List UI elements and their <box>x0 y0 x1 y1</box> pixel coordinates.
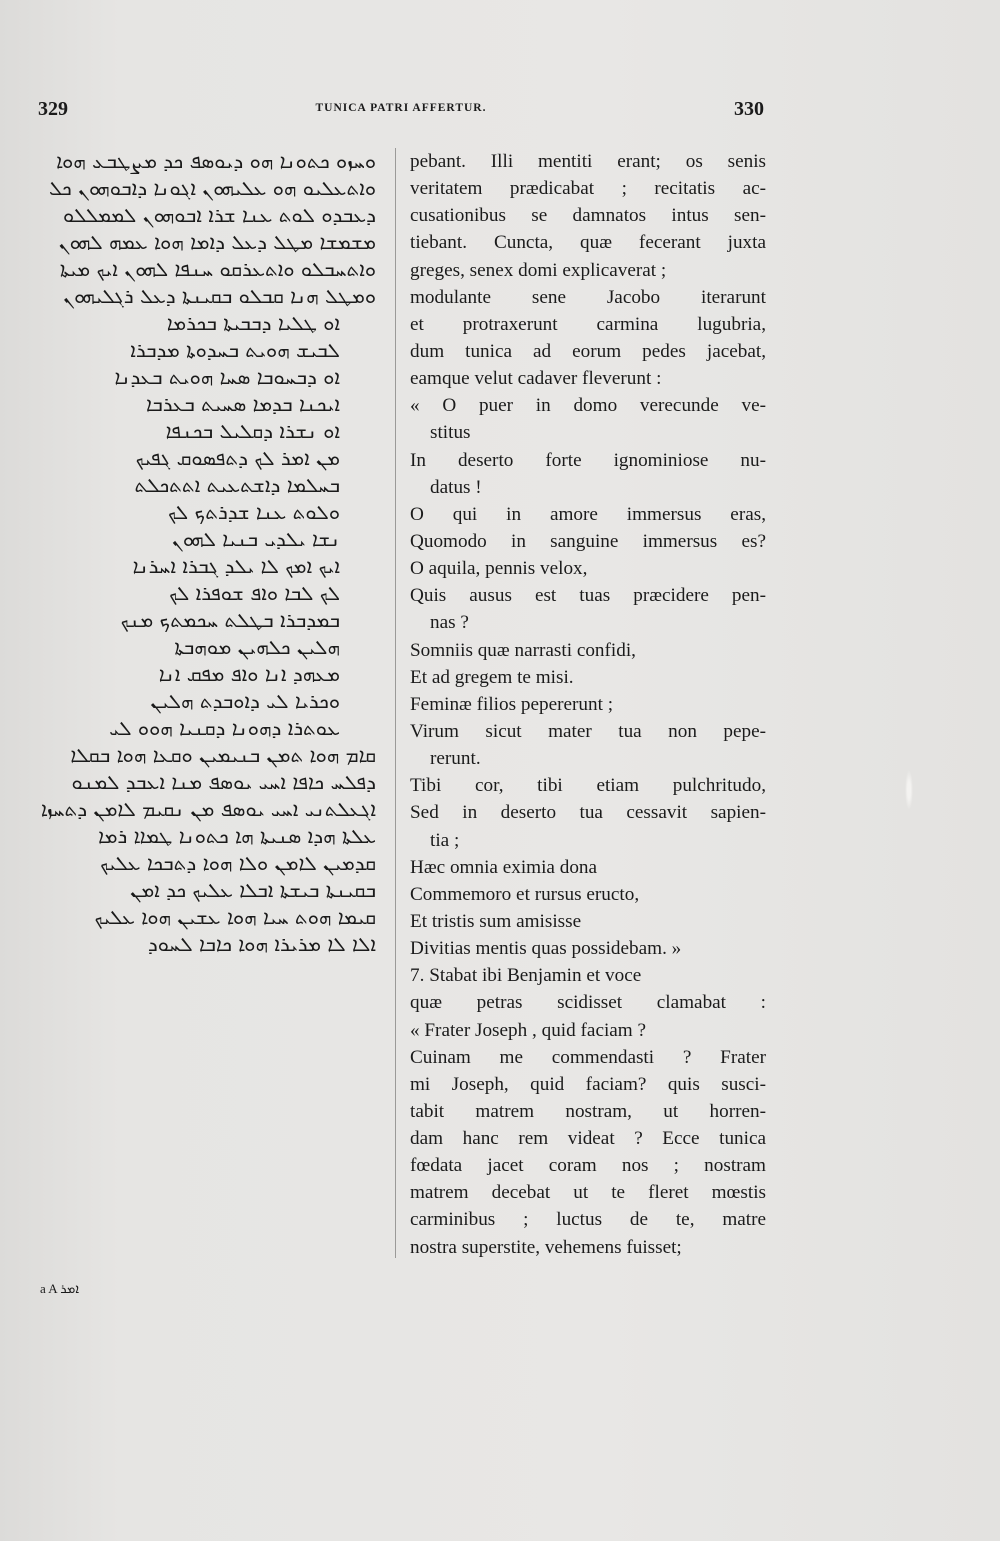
latin-line: nas ? <box>430 612 469 634</box>
latin-line: « O puer in domo verecunde ve- <box>410 395 766 417</box>
latin-line: datus ! <box>430 476 482 498</box>
syriac-line: ܢܫܐ ܝܠܕܝ ܒܢܝܐ ܠܗܘܢ <box>171 527 340 551</box>
latin-line: Quomodo in sanguine immersus es? <box>410 530 766 552</box>
syriac-line: ܥܘܬܪܐ ܕܗܘܢܐ ܕܩܢܝܐ ܗܘܘ ܠܝ <box>109 716 340 740</box>
syriac-line: ܘܐܬܥܠܝܘ ܗܘ ܥܠܝܗܘܢ ܐܓܘܢܐ ܕܐܒܘܗܘܢ ܟܠ <box>48 176 376 200</box>
syriac-line: ܠܒܝܫ ܗܘܝܬ ܒܚܕܘܬܐ ܡܕܒܪܐ <box>130 338 340 362</box>
latin-line: tiebant. Cuncta, quæ fecerant juxta <box>410 232 766 254</box>
syriac-line: ܕܥܒܕܘ ܠܘܬ ܥܢܐ ܫܪܐ ܐܒܘܗܘܢ ܠܡܡܠܠܘ <box>62 203 376 227</box>
syriac-line: ܥܠܬܐ ܗܕܐ ܣܢܝܬܐ ܗܐ ܟܬܘܢܐ ܛܡܐܐ ܪܡܐ <box>98 824 376 848</box>
latin-line: eamque velut cadaver fleverunt : <box>410 368 662 390</box>
syriac-line: ܩܕܡܝܢ ܠܐܡܢ ܘܠܐ ܗܘܐ ܕܬܒܟܐ ܥܠܝܟ <box>100 851 376 875</box>
latin-line: pebant. Illi mentiti erant; os senis <box>410 151 766 172</box>
syriac-line: ܕܦܠܚ ܟܐܦܐ ܐܚܝ ܝܘܣܦ ܡܢܐ ܐܥܒܕ ܠܡܢܘ <box>71 770 376 794</box>
latin-line: cusationibus se damnatos intus sen- <box>410 205 766 227</box>
syriac-line: ܡܥܗܕ ܐܢܐ ܘܐܦ ܡܦܩ ܐܢܐ <box>158 662 340 686</box>
latin-line: fœdata jacet coram nos ; nostram <box>410 1155 766 1177</box>
syriac-line: ܗܠܝܢ ܟܠܗܝܢ ܡܘܗܒܬܐ <box>174 635 340 659</box>
syriac-line: ܐܝܟܢܐ ܒܕܡܐ ܣܚܝܬ ܒܥܪܒܐ <box>145 392 340 416</box>
page-number-left: 329 <box>38 98 68 120</box>
syriac-line: ܐܠܐ ܠܐ ܡܪܝܪܐ ܗܘܐ ܟܐܒܐ ܠܚܘܕ <box>147 932 376 956</box>
syriac-line: ܐܓܥܠܬܢܝ ܐܚܝ ܝܘܣܦ ܡܢ ܢܩܝܡ ܠܐܡܢ ܕܬܚܙܐ <box>40 797 376 821</box>
syriac-line: ܘܠܘܬ ܥܢܐ ܫܕܪܬܟ ܠܟ <box>167 500 340 524</box>
footnote: a A ܐܡܪ <box>40 1281 79 1296</box>
page-number-right: 330 <box>734 98 764 120</box>
latin-line: Sed in deserto tua cessavit sapien- <box>410 802 766 824</box>
page-header <box>38 98 764 128</box>
latin-column <box>410 148 766 1261</box>
latin-line: Commemoro et rursus eructo, <box>410 883 640 905</box>
latin-line: matrem decebat ut te fleret mœstis <box>410 1182 766 1204</box>
latin-line: O qui in amore immersus eras, <box>410 503 766 525</box>
syriac-line: ܐܘ ܢܫܪܐ ܕܩܠܝܠ ܒܟܢܦܐ <box>165 419 340 443</box>
running-title: TUNICA PATRI AFFERTUR. <box>315 102 487 114</box>
syriac-line: ܡܫܡܫܐ ܡܛܠ ܕܥܠ ܕܐܡܐ ܗܘܐ ܥܡܗ ܠܗܘܢ <box>58 230 376 254</box>
latin-line: mi Joseph, quid faciam? quis susci- <box>410 1073 766 1095</box>
latin-line: Et ad gregem te misi. <box>410 666 574 688</box>
latin-line: carminibus ; luctus de te, matre <box>410 1209 766 1231</box>
latin-line: dum tunica ad eorum pedes jacebat, <box>410 340 766 362</box>
latin-line: Tibi cor, tibi etiam pulchritudo, <box>410 775 766 797</box>
latin-line: dam hanc rem videat ? Ecce tunica <box>410 1128 766 1150</box>
syriac-line: ܠܟ ܠܒܐ ܘܐܦ ܫܘܦܪܐ ܠܟ <box>169 581 340 605</box>
syriac-line: ܘܐܬܚܒܠܘ ܘܐܬܥܪܩܘ ܚܢܦܐ ܠܗܘܢ ܐܝܟ ܡܝܬܐ <box>59 257 376 281</box>
syriac-line: ܘܡܛܠ ܗܢܐ ܩܒܠܘ ܒܩܝܢܬܐ ܕܥܠ ܪܓܠܝܗܘܢ <box>63 284 376 308</box>
latin-line: Et tristis sum amisisse <box>410 910 582 932</box>
latin-line: nostra superstite, vehemens fuisset; <box>410 1236 682 1258</box>
latin-line: O aquila, pennis velox, <box>410 558 588 580</box>
latin-line: tia ; <box>430 829 460 851</box>
latin-line: 7. Stabat ibi Benjamin et voce <box>410 965 642 987</box>
latin-line: Divitias mentis quas possidebam. » <box>410 938 682 960</box>
paper-stain <box>905 770 913 810</box>
syriac-column <box>38 148 376 958</box>
latin-line: Virum sicut mater tua non pepe- <box>410 720 766 742</box>
latin-line: Quis ausus est tuas præcidere pen- <box>410 585 766 607</box>
syriac-line: ܒܚܠܡܐ ܕܐܫܬܥܝܬ ܐܬܬܟܠܬ <box>134 473 340 497</box>
latin-line: et protraxerunt carmina lugubria, <box>410 313 766 335</box>
latin-line: Hæc omnia eximia dona <box>410 856 598 878</box>
latin-line: quæ petras scidisset clamabat : <box>410 992 766 1014</box>
latin-line: tabit matrem nostram, ut horren- <box>410 1100 766 1122</box>
column-divider <box>395 148 396 1258</box>
latin-line: Somniis quæ narrasti confidi, <box>410 639 636 661</box>
syriac-line: ܡܢ ܐܡܪ ܠܟ ܕܬܦܣܘܩ ܓܦܝܟ <box>135 446 340 470</box>
syriac-line: ܩܐܡ ܗܘܐ ܬܡܢ ܒܢܝܡܝܢ ܘܩܥܐ ܗܘܐ ܒܩܠܐ <box>70 743 376 767</box>
latin-line: modulante sene Jacobo iterarunt <box>410 286 766 308</box>
latin-line: veritatem prædicabat ; recitatis ac- <box>410 178 766 200</box>
syriac-line: ܐܘ ܛܠܝܐ ܕܒܒܝܬܐ ܒܟܪܡܐ <box>166 311 340 335</box>
latin-line: greges, senex domi explicaverat ; <box>410 259 667 281</box>
latin-line: Feminæ filios pepererunt ; <box>410 693 614 715</box>
latin-line: In deserto forte ignominiose nu- <box>410 449 766 471</box>
latin-line: stitus <box>430 422 471 444</box>
syriac-line: ܘܚܙܘ ܟܬܘܢܐ ܗܘ ܕܝܘܣܦ ܟܕ ܡܨܛܒܥ ܗܘܐ <box>56 149 376 173</box>
latin-line: « Frater Joseph , quid faciam ? <box>410 1019 647 1041</box>
syriac-line: ܐܘ ܕܒܚܘܒܐ ܣܚܐ ܗܘܝܬ ܒܥܕܢܐ <box>114 365 340 389</box>
syriac-line: ܘܟܪܝܐ ܠܝ ܕܐܘܒܕܬ ܗܠܝܢ <box>150 689 340 713</box>
syriac-line: ܐܝܟ ܐܡܟ ܠܐ ܝܠܕ ܓܒܪܐ ܐܚܪܢܐ <box>132 554 340 578</box>
latin-line: rerunt. <box>430 748 481 770</box>
syriac-line: ܩܝܡܐ ܗܘܬ ܚܝܐ ܗܘܐ ܥܫܝܢ ܗܘܐ ܥܠܝܟ <box>94 905 376 929</box>
syriac-line: ܒܡܕܒܪܐ ܒܛܠܬ ܚܟܡܬܟ ܡܢܟ <box>120 608 340 632</box>
syriac-line: ܒܩܝܢܬܐ ܒܝܫܬܐ ܐܒܠܐ ܥܠܝܟ ܟܕ ܐܡܢ <box>130 878 376 902</box>
latin-line: Cuinam me commendasti ? Frater <box>410 1046 766 1068</box>
